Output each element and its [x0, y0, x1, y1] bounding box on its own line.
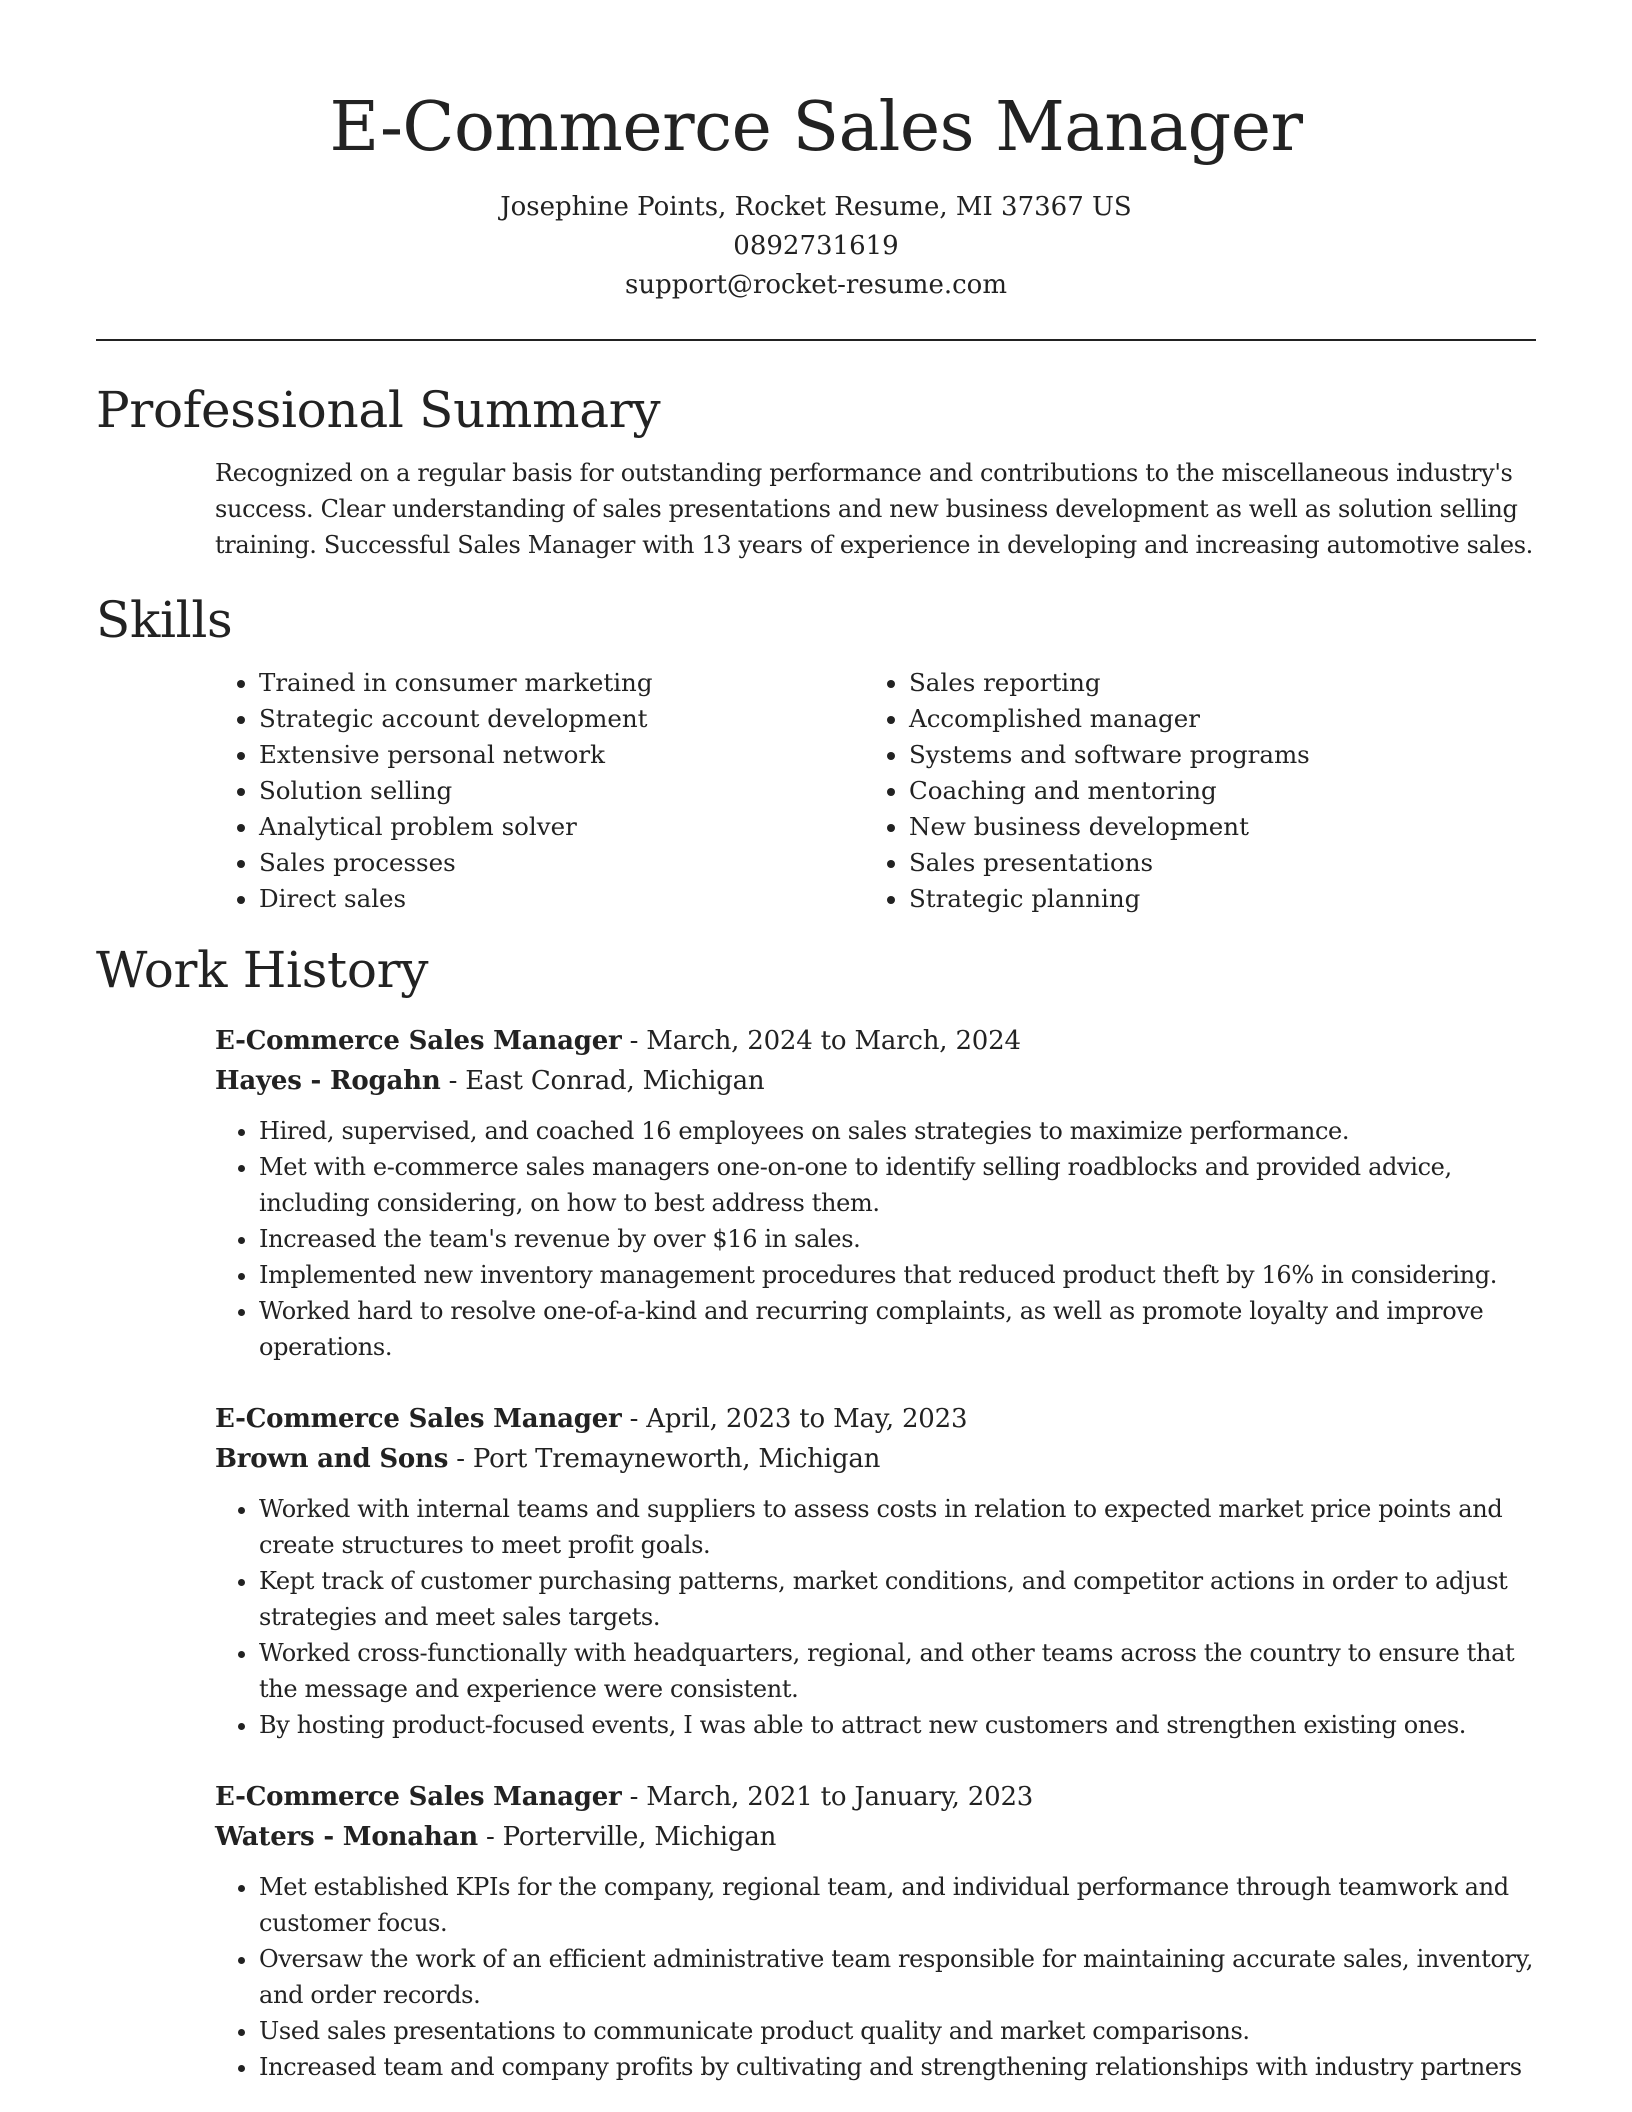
skill-item: • Sales processes: [259, 845, 865, 881]
job-company-line: Hayes - Rogahn - East Conrad, Michigan: [215, 1066, 765, 1096]
job-bullet: • Met established KPIs for the company, regional team, and individual performance through teamwork and customer focus.: [259, 1869, 1536, 1941]
job-title-line: E-Commerce Sales Manager - March, 2021 to January, 2023: [215, 1782, 1034, 1812]
contact-address: Josephine Points, Rocket Resume, MI 37367 US: [500, 192, 1132, 222]
job-dates: March, 2021 to January, 2023: [646, 1782, 1034, 1812]
job-bullet: • Increased team and company profits by cultivating and strengthening relationships with industry partners: [259, 2049, 1536, 2085]
job-dates: April, 2023 to May, 2023: [646, 1404, 968, 1434]
job-bullet: • Implemented new inventory management procedures that reduced product theft by 16% in considering.: [259, 1257, 1536, 1293]
job-title: E-Commerce Sales Manager: [215, 1782, 622, 1812]
skills-list: [215, 665, 1536, 917]
job-title-line: E-Commerce Sales Manager - April, 2023 to May, 2023: [215, 1404, 968, 1434]
job-bullet: • Used sales presentations to communicate product quality and market comparisons.: [259, 2013, 1536, 2049]
job-location: Porterville, Michigan: [502, 1822, 777, 1852]
job-company-line: Brown and Sons - Port Tremayneworth, Michigan: [215, 1444, 881, 1474]
skill-item: • Strategic account development: [259, 701, 865, 737]
job-dates: March, 2024 to March, 2024: [646, 1026, 1021, 1056]
job-bullets: [215, 1869, 1536, 2085]
contact-email: support@rocket-resume.com: [624, 270, 1007, 300]
job-bullet: • By hosting product-focused events, I was able to attract new customers and strengthen existing ones.: [259, 1707, 1536, 1743]
job-bullet: • Oversaw the work of an efficient administrative team responsible for maintaining accurate sales, inventory, and order records.: [259, 1941, 1536, 2013]
job-bullet: • Worked hard to resolve one-of-a-kind and recurring complaints, as well as promote loyalty and improve operations.: [259, 1293, 1536, 1365]
work-history-heading: Work History: [96, 941, 429, 999]
skill-item: • Sales reporting: [909, 665, 1515, 701]
skill-item: • Coaching and mentoring: [909, 773, 1515, 809]
skills-heading: Skills: [96, 591, 233, 649]
job-bullet: • Worked with internal teams and suppliers to assess costs in relation to expected market price points and create structures to meet profit goals.: [259, 1491, 1536, 1563]
resume-page: [96, 0, 1536, 2085]
job-company: Hayes - Rogahn: [215, 1066, 441, 1096]
job-title: E-Commerce Sales Manager: [215, 1026, 622, 1056]
job-bullet: • Met with e-commerce sales managers one-on-one to identify selling roadblocks and provided advice, including considering, on how to best address them.: [259, 1149, 1536, 1221]
job-bullet: • Increased the team's revenue by over $16 in sales.: [259, 1221, 1536, 1257]
job-bullet: • Hired, supervised, and coached 16 employees on sales strategies to maximize performance.: [259, 1113, 1536, 1149]
resume-title: E-Commerce Sales Manager: [329, 88, 1303, 167]
job-bullet: • Worked cross-functionally with headquarters, regional, and other teams across the country to ensure that the message and experience were consistent.: [259, 1635, 1536, 1707]
skill-item: • Systems and software programs: [909, 737, 1515, 773]
skills-column-right: [865, 665, 1515, 917]
skill-item: • New business development: [909, 809, 1515, 845]
job-bullet: • Kept track of customer purchasing patterns, market conditions, and competitor actions in order to adjust strategies and meet sales targets.: [259, 1563, 1536, 1635]
job-bullets: [215, 1491, 1536, 1743]
skill-item: • Trained in consumer marketing: [259, 665, 865, 701]
skill-item: • Direct sales: [259, 881, 865, 917]
job-entry: [215, 1021, 1536, 1365]
job-location: East Conrad, Michigan: [465, 1066, 765, 1096]
job-location: Port Tremayneworth, Michigan: [472, 1444, 881, 1474]
skill-item: • Strategic planning: [909, 881, 1515, 917]
summary-heading: Professional Summary: [96, 381, 661, 439]
job-entry: [215, 1777, 1536, 2085]
header-divider: [96, 339, 1536, 341]
skill-item: • Extensive personal network: [259, 737, 865, 773]
summary-text: Recognized on a regular basis for outstanding performance and contributions to the miscellaneous industry's success. Clear understanding of sales presentations and new business development as well as solution selling training. Successful Sales Manager with 13 years of experience in developing and increasing automotive sales.: [215, 459, 1533, 559]
skill-item: • Accomplished manager: [909, 701, 1515, 737]
job-company-line: Waters - Monahan - Porterville, Michigan: [215, 1822, 777, 1852]
skill-item: • Analytical problem solver: [259, 809, 865, 845]
job-company: Brown and Sons: [215, 1444, 449, 1474]
contact-phone: 0892731619: [733, 231, 899, 261]
contact-block: [96, 188, 1536, 305]
job-bullets: [215, 1113, 1536, 1365]
skill-item: • Sales presentations: [909, 845, 1515, 881]
job-entry: [215, 1399, 1536, 1743]
skill-item: • Solution selling: [259, 773, 865, 809]
skills-column-left: [215, 665, 865, 917]
job-company: Waters - Monahan: [215, 1822, 478, 1852]
job-title: E-Commerce Sales Manager: [215, 1404, 622, 1434]
job-title-line: E-Commerce Sales Manager - March, 2024 to March, 2024: [215, 1026, 1021, 1056]
